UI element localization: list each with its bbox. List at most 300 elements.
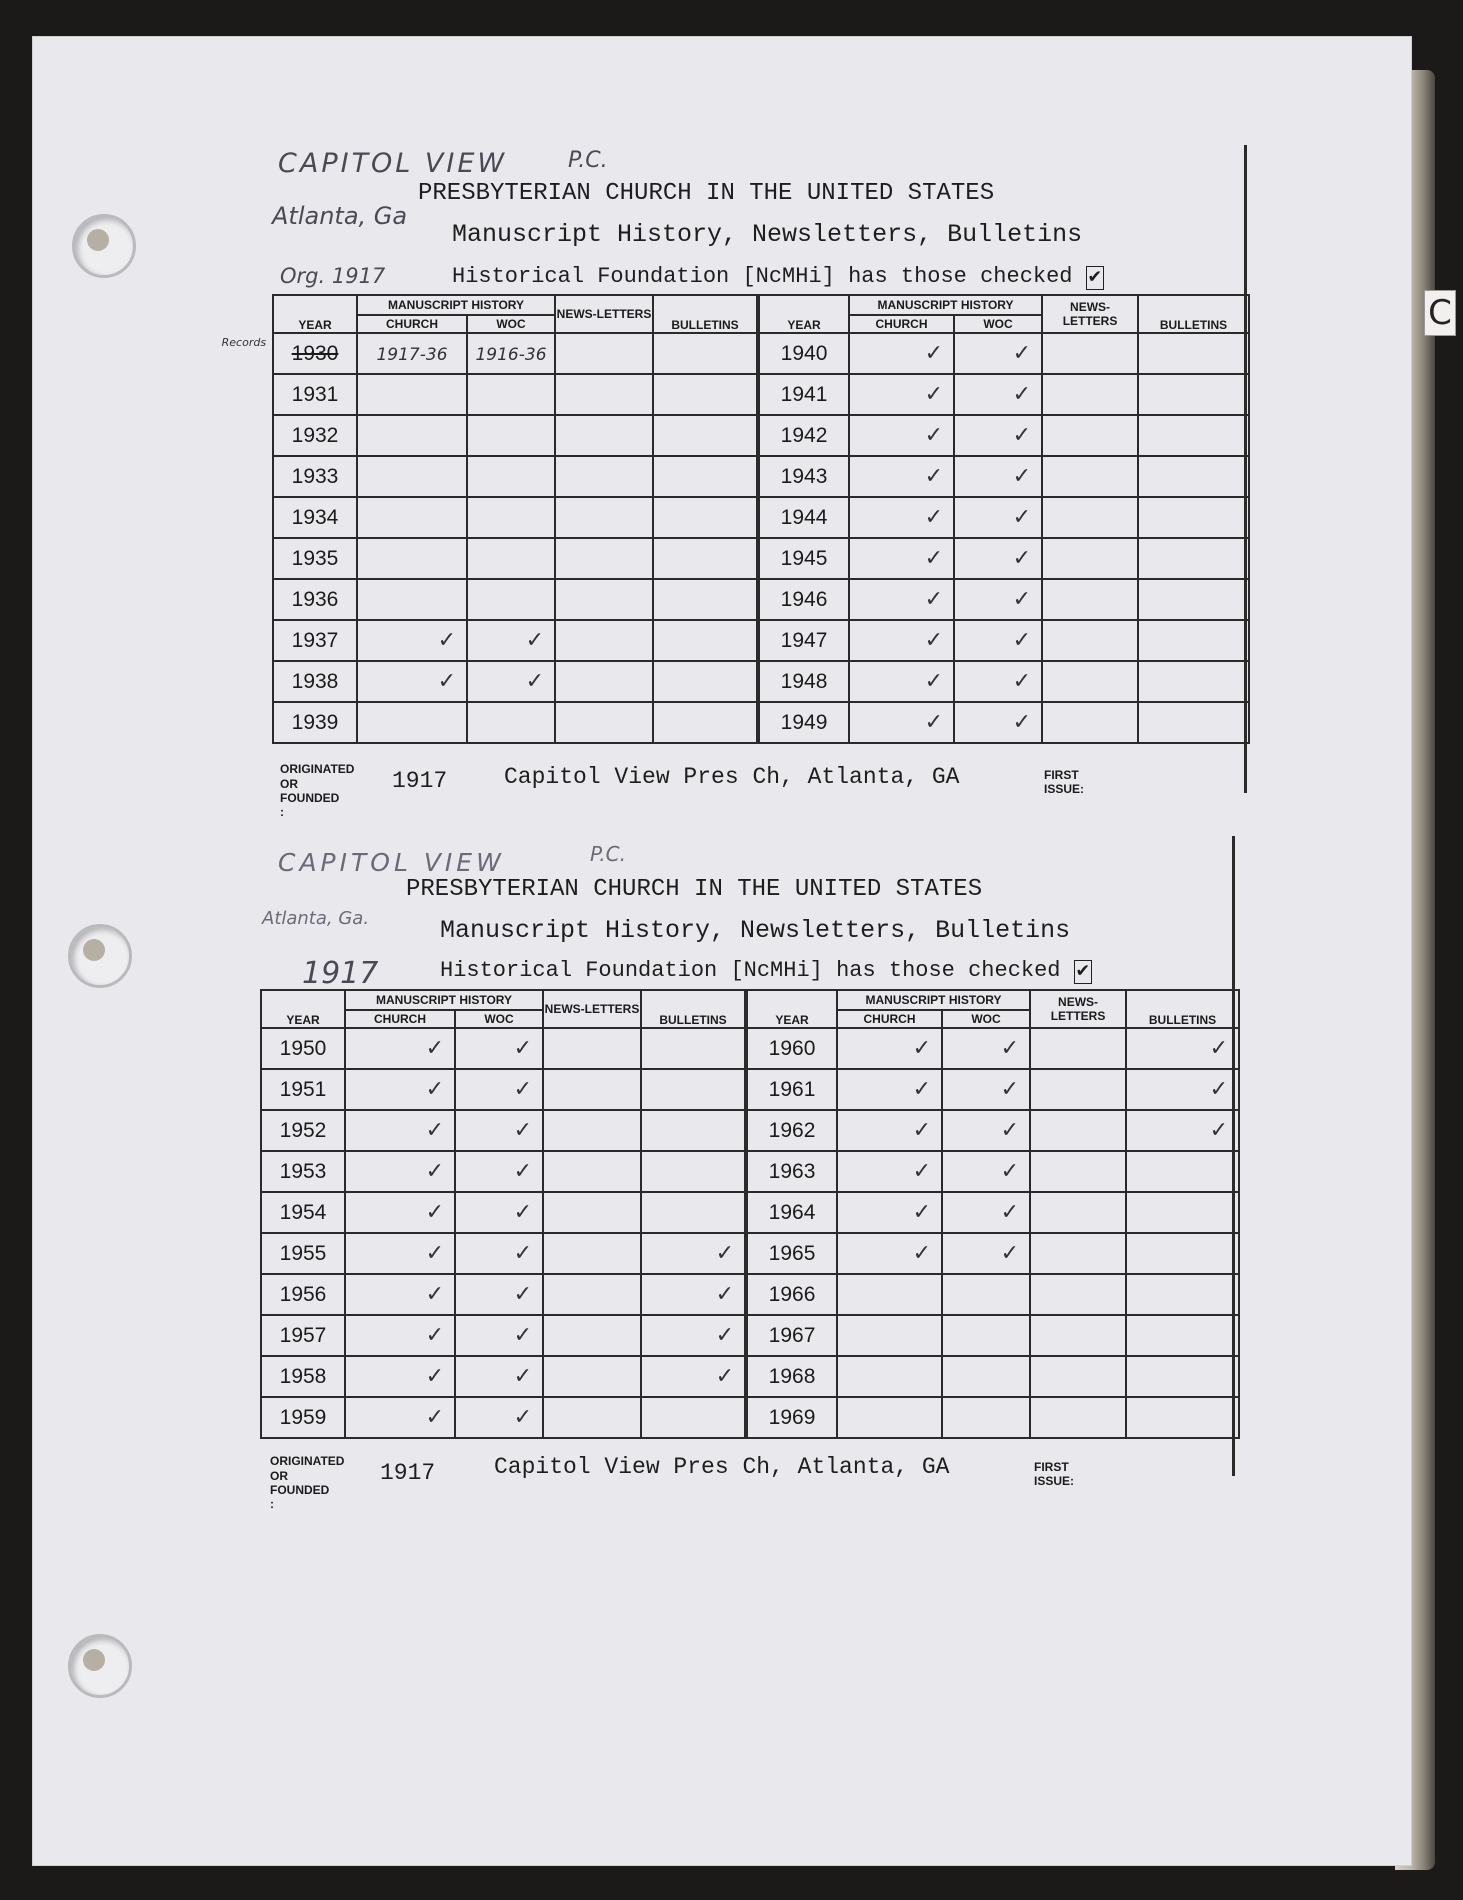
punch-hole-bottom	[68, 1634, 132, 1698]
punch-hole-middle	[68, 924, 132, 988]
newsletters-cell-right	[1042, 579, 1138, 620]
bulletins-cell-left	[653, 374, 758, 415]
checkmark-icon: ✓	[912, 1036, 932, 1061]
church-cell-left	[357, 333, 467, 374]
table-row	[261, 1069, 1239, 1110]
year-value: 1958	[279, 1364, 327, 1388]
year-cell-left	[273, 374, 357, 415]
year-cell-left	[273, 579, 357, 620]
founded-label: OR FOUNDED :	[270, 1469, 330, 1511]
handwritten-organized: 1917	[302, 956, 379, 991]
church-cell-right	[849, 333, 954, 374]
newsletters-cell-right	[1042, 456, 1138, 497]
church-cell-left	[357, 456, 467, 497]
checkmark-icon: ✓	[1000, 1118, 1020, 1143]
table-row	[261, 1151, 1239, 1192]
church-cell-right	[837, 1110, 942, 1151]
checkmark-icon: ✓	[924, 587, 944, 612]
year-value: 1954	[279, 1200, 327, 1224]
table-row	[273, 497, 1249, 538]
table-row	[261, 1110, 1239, 1151]
bulletins-cell-left	[653, 620, 758, 661]
newsletters-cell-right	[1030, 1233, 1126, 1274]
bulletins-cell-left	[641, 1028, 746, 1069]
year-value: 1959	[279, 1405, 327, 1429]
church-cell-right	[849, 415, 954, 456]
checkmark-icon: ✓	[1000, 1159, 1020, 1184]
woc-cell-left	[467, 538, 555, 579]
bulletins-cell-left	[641, 1397, 746, 1438]
year-cell-right	[746, 1356, 837, 1397]
year-cell-left	[273, 497, 357, 538]
newsletters-cell-left	[543, 1192, 641, 1233]
church-cell-left	[357, 497, 467, 538]
checkmark-icon: ✓	[1012, 669, 1032, 694]
year-value: 1937	[291, 628, 339, 652]
woc-cell-left	[455, 1069, 543, 1110]
header-woc-left: WOC	[467, 315, 555, 333]
handwritten-city: Atlanta, Ga	[272, 202, 408, 230]
church-cell-left	[345, 1110, 455, 1151]
bulletins-cell-left	[641, 1315, 746, 1356]
church-cell-left	[345, 1315, 455, 1356]
woc-cell-right	[942, 1274, 1030, 1315]
year-cell-left	[273, 661, 357, 702]
header-manuscript-history-left: MANUSCRIPT HISTORY	[345, 990, 543, 1010]
newsletters-cell-left	[543, 1274, 641, 1315]
woc-cell-right	[954, 333, 1042, 374]
church-cell-left	[357, 702, 467, 743]
woc-cell-right	[954, 374, 1042, 415]
church-cell-right	[837, 1028, 942, 1069]
year-value: 1953	[279, 1159, 327, 1183]
year-value: 1941	[780, 382, 828, 406]
newsletters-cell-right	[1030, 1192, 1126, 1233]
year-value: 1939	[291, 710, 339, 734]
year-cell-right	[758, 456, 849, 497]
newsletters-cell-left	[555, 579, 653, 620]
year-cell-left	[261, 1274, 345, 1315]
table-row	[273, 333, 1249, 374]
year-value: 1935	[291, 546, 339, 570]
form-title: PRESBYTERIAN CHURCH IN THE UNITED STATES	[406, 876, 983, 903]
checkmark-icon: ✓	[525, 669, 545, 694]
year-value: 1960	[768, 1036, 816, 1060]
year-cell-left	[261, 1192, 345, 1233]
year-value: 1966	[768, 1282, 816, 1306]
table-row	[261, 1274, 1239, 1315]
bulletins-cell-left	[653, 661, 758, 702]
checkmark-icon: ✓	[1012, 546, 1032, 571]
church-cell-left	[357, 374, 467, 415]
year-cell-right	[746, 1151, 837, 1192]
checkmark-icon: ✓	[924, 628, 944, 653]
bulletins-cell-right	[1138, 374, 1249, 415]
woc-cell-left	[455, 1028, 543, 1069]
bulletins-cell-right	[1138, 497, 1249, 538]
checkmark-icon: ✓	[1209, 1077, 1229, 1102]
header-bulletins-right: BULLETINS	[1126, 990, 1239, 1028]
checkmark-icon: ✓	[912, 1077, 932, 1102]
woc-cell-right	[954, 702, 1042, 743]
newsletters-cell-left	[555, 497, 653, 538]
bulletins-cell-left	[653, 456, 758, 497]
header-church-right: CHURCH	[849, 315, 954, 333]
bulletins-cell-left	[653, 538, 758, 579]
woc-cell-left	[467, 333, 555, 374]
church-cell-left	[345, 1356, 455, 1397]
bulletins-cell-right	[1126, 1192, 1239, 1233]
checkmark-icon: ✓	[924, 423, 944, 448]
year-value: 1967	[768, 1323, 816, 1347]
newsletters-cell-left	[555, 620, 653, 661]
church-cell-right	[849, 538, 954, 579]
bulletins-cell-left	[653, 415, 758, 456]
checkmark-icon: ✓	[1000, 1241, 1020, 1266]
year-cell-left	[261, 1397, 345, 1438]
table-row	[273, 538, 1249, 579]
checkmark-icon: ✓	[912, 1118, 932, 1143]
originated-label: ORIGINATED	[270, 1454, 345, 1468]
church-cell-left	[345, 1397, 455, 1438]
year-cell-left	[261, 1356, 345, 1397]
checkmark-icon: ✓	[1012, 464, 1032, 489]
woc-cell-right	[954, 415, 1042, 456]
header-year-right: YEAR	[758, 295, 849, 333]
table-row	[261, 1315, 1239, 1356]
year-value: 1947	[780, 628, 828, 652]
checkmark-icon: ✓	[513, 1200, 533, 1225]
table-row	[261, 1192, 1239, 1233]
newsletters-cell-right	[1042, 374, 1138, 415]
year-cell-left	[261, 1069, 345, 1110]
handwritten-city: Atlanta, Ga.	[262, 908, 370, 929]
handwritten-church-name: CAPITOL VIEW	[278, 848, 505, 877]
checkmark-icon: ✓	[425, 1118, 444, 1143]
table-row	[261, 1397, 1239, 1438]
woc-cell-right	[942, 1397, 1030, 1438]
year-cell-right	[758, 579, 849, 620]
church-cell-right	[837, 1315, 942, 1356]
checkmark-icon: ✓	[425, 1077, 444, 1102]
church-cell-left	[345, 1233, 455, 1274]
checkmark-icon: ✓	[513, 1241, 533, 1266]
year-cell-right	[746, 1397, 837, 1438]
checkmark-icon: ✓	[513, 1036, 533, 1061]
bulletins-cell-left	[641, 1110, 746, 1151]
church-cell-right	[849, 374, 954, 415]
header-church-left: CHURCH	[345, 1010, 455, 1028]
checkmark-icon: ✓	[425, 1241, 444, 1266]
newsletters-cell-left	[543, 1397, 641, 1438]
year-cell-right	[746, 1315, 837, 1356]
table-row	[273, 661, 1249, 702]
header-manuscript-history-right: MANUSCRIPT HISTORY	[849, 295, 1042, 315]
bulletins-cell-left	[641, 1233, 746, 1274]
church-cell-right	[849, 497, 954, 538]
header-newsletters-left: NEWS-LETTERS	[543, 990, 641, 1028]
bulletins-cell-right	[1138, 538, 1249, 579]
bulletins-cell-left	[653, 579, 758, 620]
bulletins-cell-right	[1138, 333, 1249, 374]
newsletters-cell-left	[543, 1356, 641, 1397]
newsletters-cell-right	[1042, 620, 1138, 661]
year-cell-left	[261, 1151, 345, 1192]
church-cell-right	[837, 1069, 942, 1110]
founded-label: OR FOUNDED :	[280, 777, 340, 819]
year-value: 1943	[780, 464, 828, 488]
year-cell-left: Records 1930	[273, 333, 357, 374]
church-cell-left	[345, 1274, 455, 1315]
checkmark-icon: ✓	[425, 1282, 444, 1307]
header-year-left: YEAR	[273, 295, 357, 333]
bulletins-cell-left	[641, 1192, 746, 1233]
newsletters-cell-right	[1042, 702, 1138, 743]
checkmark-icon: ✓	[1012, 382, 1032, 407]
bulletins-cell-right	[1138, 702, 1249, 743]
handwritten-abbreviation: P.C.	[590, 842, 626, 866]
table-row	[261, 1233, 1239, 1274]
woc-cell-right	[942, 1151, 1030, 1192]
year-value: 1963	[768, 1159, 816, 1183]
checkmark-icon: ✓	[924, 382, 944, 407]
year-value: 1961	[768, 1077, 816, 1101]
church-cell-right	[849, 456, 954, 497]
year-cell-right	[758, 538, 849, 579]
year-cell-right	[758, 661, 849, 702]
church-cell-right	[837, 1233, 942, 1274]
year-cell-left	[261, 1110, 345, 1151]
header-year-right: YEAR	[746, 990, 837, 1028]
founded-year: 1917	[392, 768, 448, 794]
year-cell-right	[758, 702, 849, 743]
checked-box-icon: ✔	[1086, 266, 1104, 290]
checkmark-icon: ✓	[513, 1405, 533, 1430]
year-cell-right	[758, 415, 849, 456]
newsletters-cell-right	[1030, 1274, 1126, 1315]
form-note	[440, 958, 1092, 984]
year-value: 1950	[279, 1036, 327, 1060]
woc-cell-right	[954, 579, 1042, 620]
checkmark-icon: ✓	[924, 341, 944, 366]
church-cell-right	[849, 702, 954, 743]
header-woc-right: WOC	[942, 1010, 1030, 1028]
year-value: 1949	[780, 710, 828, 734]
table-row	[273, 620, 1249, 661]
header-manuscript-history-left: MANUSCRIPT HISTORY	[357, 295, 555, 315]
year-cell-right	[746, 1110, 837, 1151]
cell-value: 1916-36	[475, 344, 547, 365]
woc-cell-right	[954, 620, 1042, 661]
punch-hole-top	[72, 214, 136, 278]
first-issue-label: FIRST ISSUE:	[1034, 1460, 1075, 1488]
bulletins-cell-right	[1126, 1233, 1239, 1274]
year-cell-right	[746, 1192, 837, 1233]
newsletters-cell-left	[555, 374, 653, 415]
newsletters-cell-right	[1030, 1356, 1126, 1397]
newsletters-cell-right	[1042, 497, 1138, 538]
form-subtitle: Manuscript History, Newsletters, Bulletins	[452, 220, 1083, 249]
checkmark-icon: ✓	[437, 628, 456, 653]
checkmark-icon: ✓	[924, 546, 944, 571]
church-cell-left	[357, 415, 467, 456]
year-cell-right	[746, 1233, 837, 1274]
first-issue-label: FIRST ISSUE:	[1044, 768, 1085, 796]
year-value: 1964	[768, 1200, 816, 1224]
checkmark-icon: ✓	[1000, 1077, 1020, 1102]
year-cell-right	[746, 1069, 837, 1110]
woc-cell-left	[455, 1192, 543, 1233]
checkmark-icon: ✓	[715, 1282, 735, 1307]
church-cell-left	[357, 538, 467, 579]
year-cell-right	[758, 333, 849, 374]
checked-box-icon: ✔	[1074, 960, 1092, 984]
checkmark-icon: ✓	[1012, 710, 1032, 735]
checkmark-icon: ✓	[912, 1200, 932, 1225]
year-value: 1945	[780, 546, 828, 570]
church-cell-right	[837, 1151, 942, 1192]
year-value: 1940	[780, 341, 828, 365]
year-value: 1968	[768, 1364, 816, 1388]
table-row	[273, 579, 1249, 620]
woc-cell-left	[467, 497, 555, 538]
table-row	[273, 374, 1249, 415]
year-cell-left	[261, 1028, 345, 1069]
checkmark-icon: ✓	[715, 1241, 735, 1266]
newsletters-cell-left	[555, 456, 653, 497]
records-table-1	[221, 294, 1250, 744]
form-subtitle: Manuscript History, Newsletters, Bulletins	[440, 916, 1071, 945]
church-cell-left	[345, 1028, 455, 1069]
church-name: Capitol View Pres Ch, Atlanta, GA	[494, 1454, 950, 1480]
newsletters-cell-right	[1030, 1151, 1126, 1192]
woc-cell-right	[954, 661, 1042, 702]
year-cell-left	[273, 538, 357, 579]
checkmark-icon: ✓	[513, 1282, 533, 1307]
records-body-2	[261, 1028, 1239, 1438]
checkmark-icon: ✓	[715, 1323, 735, 1348]
checkmark-icon: ✓	[425, 1036, 444, 1061]
woc-cell-right	[942, 1356, 1030, 1397]
founded-year: 1917	[380, 1460, 436, 1486]
checkmark-icon: ✓	[912, 1159, 932, 1184]
year-value: 1955	[279, 1241, 327, 1265]
table-row	[273, 415, 1249, 456]
newsletters-cell-right	[1030, 1397, 1126, 1438]
checkmark-icon: ✓	[924, 710, 944, 735]
newsletters-cell-left	[555, 538, 653, 579]
checkmark-icon: ✓	[425, 1323, 444, 1348]
checkmark-icon: ✓	[1000, 1036, 1020, 1061]
checkmark-icon: ✓	[924, 669, 944, 694]
year-cell-left	[273, 456, 357, 497]
bulletins-cell-right	[1126, 1110, 1239, 1151]
year-cell-left	[273, 702, 357, 743]
woc-cell-left	[455, 1110, 543, 1151]
bulletins-cell-right	[1126, 1356, 1239, 1397]
checkmark-icon: ✓	[513, 1118, 533, 1143]
checkmark-icon: ✓	[715, 1364, 735, 1389]
bulletins-cell-right	[1126, 1397, 1239, 1438]
newsletters-cell-left	[543, 1110, 641, 1151]
checkmark-icon: ✓	[1000, 1200, 1020, 1225]
woc-cell-left	[455, 1315, 543, 1356]
checkmark-icon: ✓	[513, 1364, 533, 1389]
church-name: Capitol View Pres Ch, Atlanta, GA	[504, 764, 960, 790]
header-bulletins-right: BULLETINS	[1138, 295, 1249, 333]
bulletins-cell-left	[641, 1151, 746, 1192]
newsletters-cell-right	[1042, 333, 1138, 374]
newsletters-cell-left	[555, 661, 653, 702]
woc-cell-left	[467, 374, 555, 415]
bulletins-cell-left	[641, 1274, 746, 1315]
index-tab: C	[1424, 290, 1456, 336]
newsletters-cell-right	[1030, 1069, 1126, 1110]
checkmark-icon: ✓	[924, 464, 944, 489]
header-bulletins-left: BULLETINS	[641, 990, 746, 1028]
table-row	[273, 702, 1249, 743]
newsletters-cell-left	[555, 702, 653, 743]
year-value: 1944	[780, 505, 828, 529]
woc-cell-right	[954, 538, 1042, 579]
year-value: 1938	[291, 669, 339, 693]
year-cell-right	[746, 1274, 837, 1315]
checkmark-icon: ✓	[1209, 1036, 1229, 1061]
newsletters-cell-left	[543, 1315, 641, 1356]
checkmark-icon: ✓	[1012, 423, 1032, 448]
bulletins-cell-right	[1138, 456, 1249, 497]
woc-cell-right	[942, 1315, 1030, 1356]
woc-cell-right	[942, 1069, 1030, 1110]
newsletters-cell-left	[543, 1233, 641, 1274]
year-value: 1946	[780, 587, 828, 611]
woc-cell-left	[455, 1151, 543, 1192]
table-row	[261, 1028, 1239, 1069]
header-bulletins-left: BULLETINS	[653, 295, 758, 333]
newsletters-cell-right	[1030, 1315, 1126, 1356]
year-cell-right	[758, 620, 849, 661]
woc-cell-left	[455, 1274, 543, 1315]
checkmark-icon: ✓	[1012, 341, 1032, 366]
woc-cell-left	[467, 415, 555, 456]
church-cell-left	[345, 1151, 455, 1192]
year-value: 1930	[291, 341, 339, 365]
church-cell-right	[849, 579, 954, 620]
bulletins-cell-right	[1126, 1069, 1239, 1110]
bulletins-cell-right	[1126, 1028, 1239, 1069]
checkmark-icon: ✓	[912, 1241, 932, 1266]
woc-cell-right	[942, 1110, 1030, 1151]
newsletters-cell-right	[1042, 661, 1138, 702]
woc-cell-right	[942, 1028, 1030, 1069]
woc-cell-left	[467, 702, 555, 743]
handwritten-abbreviation: P.C.	[568, 148, 608, 173]
woc-cell-left	[455, 1397, 543, 1438]
checkmark-icon: ✓	[1012, 587, 1032, 612]
woc-cell-left	[467, 620, 555, 661]
year-value: 1962	[768, 1118, 816, 1142]
bulletins-cell-right	[1126, 1315, 1239, 1356]
header-newsletters-right: NEWS-LETTERS	[1042, 295, 1138, 333]
header-church-right: CHURCH	[837, 1010, 942, 1028]
bulletins-cell-right	[1138, 579, 1249, 620]
church-cell-right	[837, 1192, 942, 1233]
handwritten-church-name: CAPITOL VIEW	[278, 148, 508, 179]
year-value: 1965	[768, 1241, 816, 1265]
newsletters-cell-left	[543, 1151, 641, 1192]
records-body-1	[221, 333, 1249, 743]
originated-label: ORIGINATED	[280, 762, 355, 776]
